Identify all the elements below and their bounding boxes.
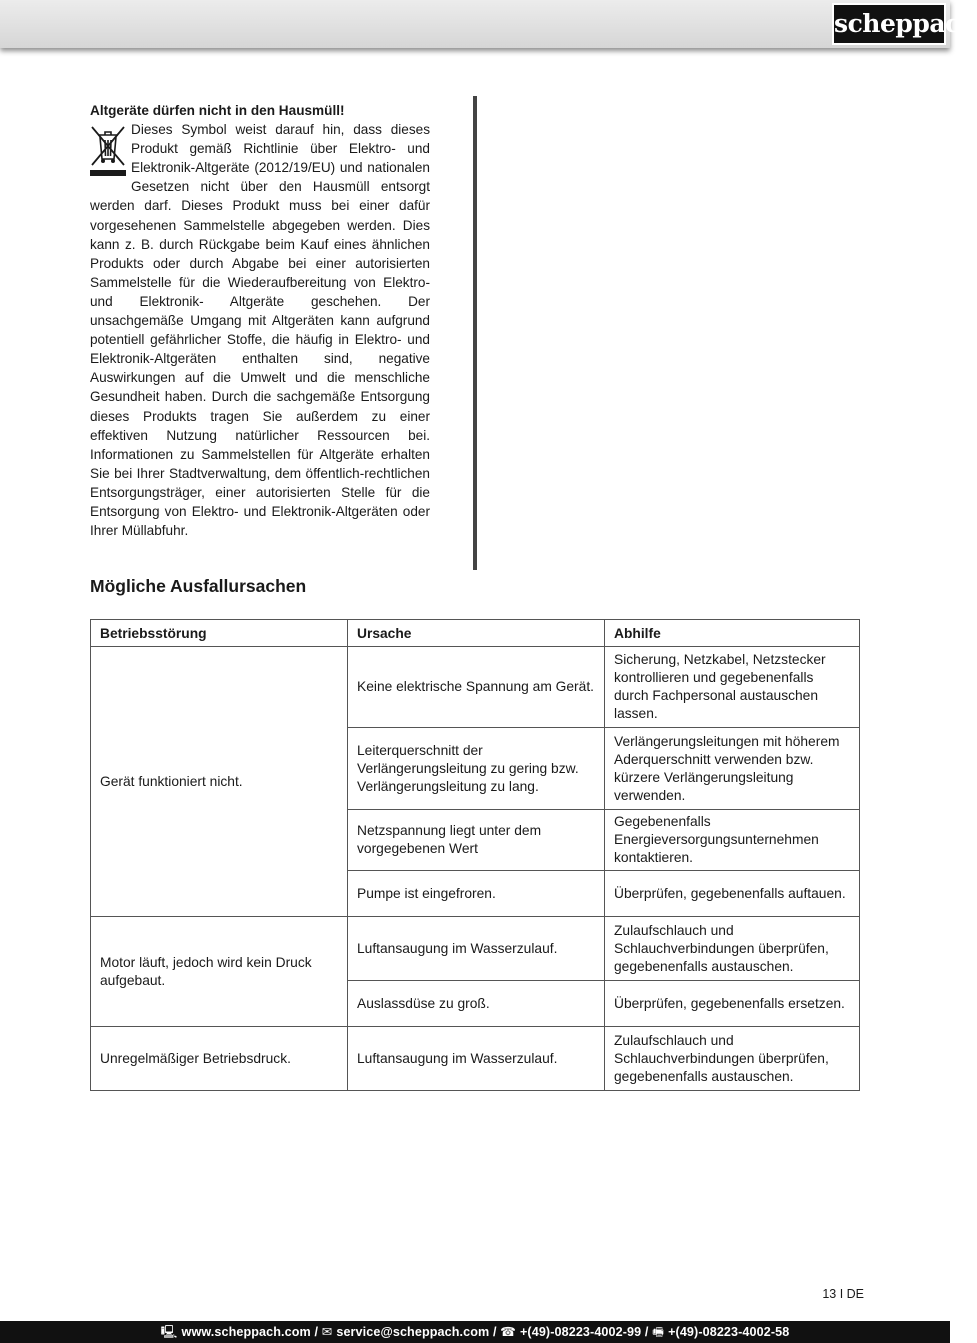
remedy-cell: Überprüfen, gegebenenfalls auftauen. — [605, 871, 860, 917]
header-bar — [0, 0, 977, 48]
remedy-cell: Sicherung, Netzkabel, Netzstecker kontrollieren und gegebenenfalls durch Fachpersonal austauschen lassen. — [605, 647, 860, 728]
footer-bar — [0, 1321, 950, 1343]
crossed-out-bin-icon — [90, 123, 126, 179]
cause-cell: Luftansaugung im Wasserzulauf. — [348, 917, 605, 981]
table-row — [91, 647, 860, 728]
disposal-text: Dieses Symbol weist darauf hin, dass dieses Produkt gemäß Richtlinie über Elektro- und Elektronik-Altgeräte (2012/19/EU) und nationalen Gesetzen nicht über den Hausmüll entsorgt werden darf. Dieses Produkt muss bei einer dafür vorgesehenen Sammelstelle abgegeben werden. Dies kann z. B. durch Rückgabe beim Kauf eines ähnlichen Produkts oder durch Abgabe bei einer autorisierten Sammelstelle für die Wiederaufbereitung von Elektro- und Elektronik- Altgeräte geschehen. Der unsachgemäße Umgang mit Altgeräten kann aufgrund potentiell gefährlicher Stoffe, die häufig in Elektro- und Elektronik-Altgeräten enthalten sind, negative Auswirkungen auf die Umwelt und die menschliche Gesundheit haben. Durch die sachgemäße Entsorgung dieses Produkts tragen Sie außerdem zu einer effektiven Nutzung natürlicher Ressourcen bei. Informationen zu Sammelstellen für Altgeräte erhalten Sie bei Ihrer Stadtverwaltung, dem öffentlich-rechtlichen Entsorgungsträger, einer autorisierten Stelle für die Entsorgung von Elektro- und Elektronik-Altgeräten oder Ihrer Müllabfuhr. — [90, 122, 430, 539]
computer-icon: 🖳 — [160, 1325, 178, 1339]
header-fault: Betriebsstörung — [91, 620, 348, 647]
header-cause: Ursache — [348, 620, 605, 647]
remedy-cell: Zulaufschlauch und Schlauchverbindungen überprüfen, gegebenenfalls austauschen. — [605, 917, 860, 981]
footer-separator: / — [492, 1325, 497, 1339]
table-header-row — [91, 620, 860, 647]
remedy-cell: Verlängerungsleitungen mit höherem Aderquerschnitt verwenden bzw. kürzere Verlängerungsleitung verwenden. — [605, 728, 860, 810]
remedy-cell: Gegebenenfalls Energieversorgungsunternehmen kontaktieren. — [605, 810, 860, 871]
disposal-heading: Altgeräte dürfen nicht in den Hausmüll! — [90, 103, 345, 118]
disposal-notice — [90, 101, 430, 540]
fax-icon: 🖷 — [652, 1325, 665, 1339]
footer-phone: +(49)-08223-4002-99 — [519, 1325, 642, 1339]
cause-cell: Leiterquerschnitt der Verlängerungsleitung zu gering bzw. Verlängerungsleitung zu lang. — [348, 728, 605, 810]
footer-email[interactable]: service@scheppach.com — [336, 1325, 490, 1339]
footer-separator: / — [644, 1325, 649, 1339]
column-divider — [473, 96, 477, 570]
troubleshooting-table — [90, 619, 860, 1091]
scheppach-logo: scheppach — [832, 3, 946, 45]
fault-cell: Gerät funktioniert nicht. — [91, 647, 348, 917]
table-row — [91, 917, 860, 981]
email-icon: ✉ — [321, 1325, 333, 1339]
remedy-cell: Überprüfen, gegebenenfalls ersetzen. — [605, 981, 860, 1027]
cause-cell: Auslassdüse zu groß. — [348, 981, 605, 1027]
page-number: 13 I DE — [822, 1287, 864, 1301]
header-remedy: Abhilfe — [605, 620, 860, 647]
fault-cell: Unregelmäßiger Betriebsdruck. — [91, 1027, 348, 1091]
footer-fax: +(49)-08223-4002-58 — [668, 1325, 790, 1339]
cause-cell: Pumpe ist eingefroren. — [348, 871, 605, 917]
phone-icon: ☎ — [500, 1325, 516, 1339]
cause-cell: Netzspannung liegt unter dem vorgegebenen Wert — [348, 810, 605, 871]
section-title: Mögliche Ausfallursachen — [90, 576, 307, 596]
remedy-cell: Zulaufschlauch und Schlauchverbindungen überprüfen, gegebenenfalls austauschen. — [605, 1027, 860, 1091]
cause-cell: Keine elektrische Spannung am Gerät. — [348, 647, 605, 728]
cause-cell: Luftansaugung im Wasserzulauf. — [348, 1027, 605, 1091]
footer-website[interactable]: www.scheppach.com — [181, 1325, 311, 1339]
footer-separator: / — [314, 1325, 319, 1339]
fault-cell: Motor läuft, jedoch wird kein Druck aufgebaut. — [91, 917, 348, 1027]
table-row — [91, 1027, 860, 1091]
